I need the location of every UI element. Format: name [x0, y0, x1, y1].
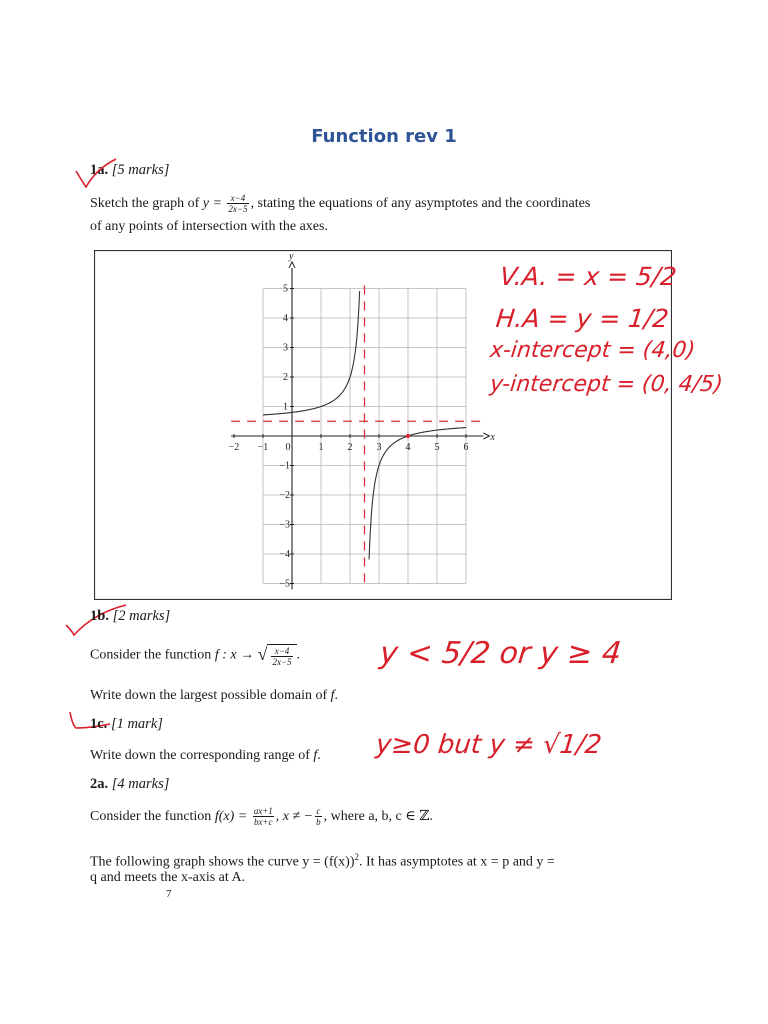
annotation-y-intercept: y-intercept = (0, 4/5): [488, 372, 724, 397]
question-1b-text: Consider the function f : x → √ $\frac{x-4}{2x-5}$ .: [90, 644, 301, 668]
q1a-fraction: [227, 193, 248, 214]
q2a-where: , where a, b, c ∈ ℤ.: [323, 809, 433, 824]
y-tick-label: −4: [279, 549, 290, 560]
q2a-fx: f(x) =: [214, 809, 248, 824]
annotation-vertical-asymptote: V.A. = x = 5/2: [498, 262, 678, 291]
q2a-line2a: The following graph shows the curve y = (f(x)): [90, 854, 355, 870]
x-tick-label: 1: [318, 442, 324, 453]
y-tick-label: 3: [283, 342, 288, 354]
q1c-f: f: [313, 748, 318, 763]
x-tick-label: 5: [434, 442, 440, 453]
q2a-c-num: c: [316, 806, 321, 817]
question-2a-text: [90, 806, 433, 828]
y-tick-label: 5: [283, 283, 288, 295]
y-tick-label: 2: [283, 372, 288, 383]
annotation-horizontal-asymptote: H.A = y = 1/2: [494, 304, 671, 333]
graph-figure: [94, 250, 672, 600]
question-1c-text: Write down the corresponding range of f.: [90, 748, 321, 763]
question-1c-heading: [90, 716, 163, 733]
question-1a-label: 1a.: [90, 162, 109, 178]
question-1b-marks: [2 marks]: [112, 608, 171, 624]
question-1b-label: 1b.: [90, 608, 109, 624]
question-2a-marks: [4 marks]: [111, 776, 170, 792]
question-2a-text-line3: q and meets the x-axis at A.: [90, 870, 246, 885]
x-tick-label: −2: [228, 442, 240, 453]
q1b-line2: Write down the largest possible domain of: [90, 688, 328, 703]
y-axis-label: y: [289, 250, 294, 262]
question-1a-text: [90, 193, 690, 215]
q1b-f-map: f : x →: [214, 647, 255, 663]
y-tick-label: −2: [279, 490, 290, 501]
question-2a-heading: [90, 776, 169, 793]
q2a-cond: , x ≠ −: [275, 809, 314, 824]
y-tick-label: −5: [279, 578, 290, 590]
x-tick-label: −1: [257, 442, 269, 453]
x-tick-label: 0: [285, 442, 291, 453]
y-tick-label: 4: [283, 313, 288, 324]
q2a-line2b: . It has asymptotes at x = p and y =: [359, 854, 555, 870]
q1b-f: f: [330, 688, 335, 703]
graph-frame: [95, 251, 672, 600]
answer-1b-handwritten: y < 5/2 or y ≥ 4: [378, 636, 623, 671]
question-1c-label: 1c.: [90, 716, 108, 732]
q1a-frac-num: x−4: [227, 193, 248, 204]
q2a-c-den: b: [316, 817, 321, 828]
q1b-text-before: Consider the function: [90, 647, 212, 663]
x-tick-label: 6: [463, 442, 469, 453]
q1b-frac-den: 2x−5: [272, 657, 292, 668]
question-1b-heading: [90, 608, 170, 625]
check-mark-icon: [70, 155, 130, 195]
q1b-sqrt: √ $\frac{x-4}{2x-5}$: [258, 643, 297, 668]
x-tick-label: 3: [376, 442, 382, 453]
q2a-c-over-b: [315, 806, 322, 827]
y-tick-label: −3: [279, 519, 290, 531]
page-title: Function rev 1: [311, 126, 457, 147]
q2a-frac-num: ax+1: [253, 806, 273, 817]
q1a-y-eq: y =: [202, 196, 222, 211]
x-tick-label: 2: [347, 442, 353, 453]
q1c-text: Write down the corresponding range of: [90, 748, 310, 763]
annotation-x-intercept: x-intercept = (4,0): [488, 338, 697, 363]
x-axis-label: x: [490, 432, 495, 443]
page-fragment-text: 7: [166, 888, 172, 900]
q1b-fraction: [271, 646, 292, 667]
question-1a-text-line2: of any points of intersection with the axes.: [90, 219, 328, 234]
q1b-frac-num: x−4: [271, 646, 292, 657]
q2a-sup: 2: [354, 852, 359, 862]
x-tick-label: 4: [405, 442, 411, 453]
y-tick-label: 1: [283, 401, 288, 413]
q2a-text-before: Consider the function: [90, 809, 212, 824]
question-1b-text-line2: Write down the largest possible domain of f.: [90, 688, 339, 703]
y-tick-label: −1: [279, 460, 290, 472]
question-2a-label: 2a.: [90, 776, 109, 792]
question-1a-marks: [5 marks]: [111, 162, 170, 178]
q1a-text-after: , stating the equations of any asymptotes and the coordinates: [250, 196, 591, 211]
q2a-fraction: [253, 806, 274, 827]
q1a-frac-den: 2x−5: [228, 204, 248, 215]
x-intercept-point: [406, 434, 410, 438]
q1a-text-before: Sketch the graph of: [90, 196, 200, 211]
q2a-frac-den: bx+c: [253, 817, 273, 828]
answer-1c-handwritten: y≥0 but y ≠ √1/2: [374, 730, 604, 760]
question-1c-marks: [1 mark]: [110, 716, 163, 732]
